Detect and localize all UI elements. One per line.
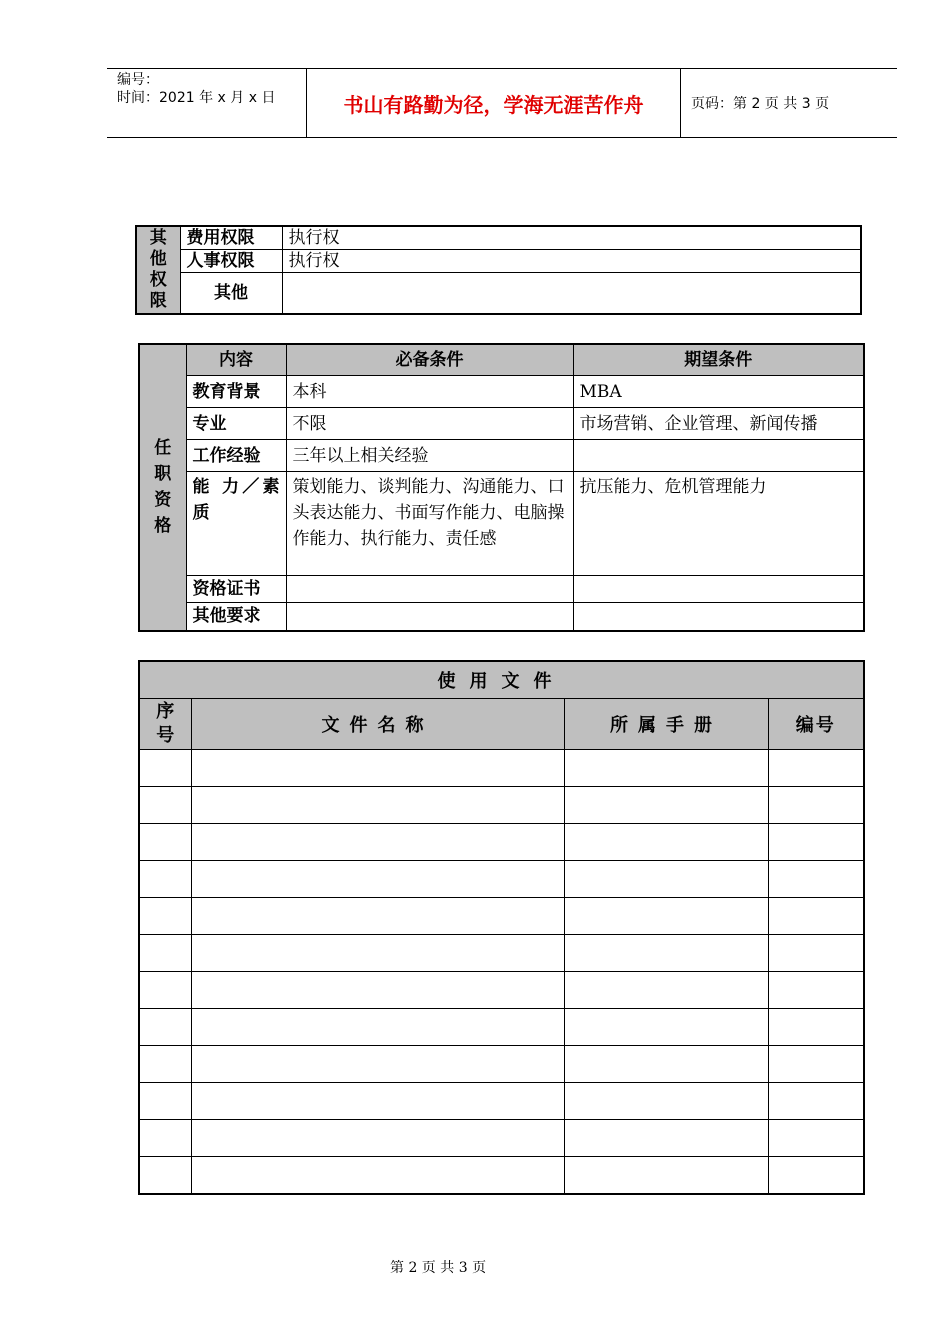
- documents-cell: [768, 935, 864, 972]
- qualification-side-text: 任职资格: [154, 438, 172, 537]
- serial-label: 编号：: [117, 72, 159, 88]
- qualification-required: [286, 576, 573, 603]
- qualification-required: 策划能力、谈判能力、沟通能力、口头表达能力、书面写作能力、电脑操作能力、执行能力、责任感: [286, 472, 573, 576]
- documents-cell: [768, 1157, 864, 1195]
- documents-cell: [139, 1120, 191, 1157]
- documents-row: [139, 898, 864, 935]
- qualification-desired: 市场营销、企业管理、新闻传播: [573, 408, 864, 440]
- qualification-header: 内容: [186, 344, 286, 376]
- qualification-label: 工作经验: [186, 440, 286, 472]
- documents-header: 文件名称: [191, 699, 564, 750]
- qualification-header: 期望条件: [573, 344, 864, 376]
- documents-cell: [191, 972, 564, 1009]
- documents-cell: [191, 824, 564, 861]
- documents-row: [139, 750, 864, 787]
- authority-side-text: 其他权限: [149, 228, 167, 311]
- documents-cell: [768, 1046, 864, 1083]
- documents-cell: [564, 935, 768, 972]
- documents-cell: [564, 1157, 768, 1195]
- documents-cell: [191, 1120, 564, 1157]
- documents-cell: [139, 1083, 191, 1120]
- qualification-label: 教育背景: [186, 376, 286, 408]
- documents-cell: [768, 861, 864, 898]
- documents-cell: [139, 1009, 191, 1046]
- documents-cell: [768, 972, 864, 1009]
- qualification-desired: [573, 576, 864, 603]
- documents-cell: [564, 787, 768, 824]
- authority-label: 其他: [180, 273, 282, 315]
- documents-header-text: 序号: [156, 701, 175, 746]
- qualification-header: 必备条件: [286, 344, 573, 376]
- documents-cell: [139, 861, 191, 898]
- documents-row: [139, 935, 864, 972]
- header-meta: [107, 69, 307, 137]
- documents-header: [139, 699, 191, 750]
- qualification-label: 其他要求: [186, 603, 286, 631]
- qualification-table: [138, 343, 865, 632]
- page-header: [107, 68, 897, 138]
- authority-table: [135, 225, 862, 315]
- qualification-desired: 抗压能力、危机管理能力: [573, 472, 864, 576]
- documents-row: [139, 1046, 864, 1083]
- header-motto: 书山有路勤为径，学海无涯苦作舟: [307, 69, 681, 137]
- documents-cell: [564, 750, 768, 787]
- documents-cell: [768, 1120, 864, 1157]
- documents-cell: [768, 898, 864, 935]
- documents-cell: [564, 1009, 768, 1046]
- authority-label: 费用权限: [180, 226, 282, 250]
- documents-cell: [768, 824, 864, 861]
- authority-side-label: [136, 226, 180, 314]
- documents-cell: [139, 972, 191, 1009]
- page-footer: 第 2 页 共 3 页: [390, 1260, 487, 1276]
- qualification-required: 本科: [286, 376, 573, 408]
- authority-label: 人事权限: [180, 250, 282, 273]
- qualification-label: 资格证书: [186, 576, 286, 603]
- documents-cell: [191, 861, 564, 898]
- documents-row: [139, 1157, 864, 1195]
- documents-cell: [191, 898, 564, 935]
- documents-cell: [139, 898, 191, 935]
- documents-cell: [768, 750, 864, 787]
- documents-cell: [564, 861, 768, 898]
- documents-cell: [191, 750, 564, 787]
- documents-header: 所属手册: [564, 699, 768, 750]
- documents-cell: [564, 824, 768, 861]
- documents-cell: [564, 1120, 768, 1157]
- header-page-info: 页码：第 2 页 共 3 页: [691, 96, 830, 112]
- documents-title: 使用文件: [139, 661, 864, 699]
- time-label: 时间：2021 年 x 月 x 日: [117, 90, 276, 106]
- documents-row: [139, 1009, 864, 1046]
- qualification-desired: [573, 603, 864, 631]
- documents-cell: [139, 824, 191, 861]
- documents-cell: [139, 787, 191, 824]
- qualification-required: [286, 603, 573, 631]
- documents-cell: [564, 898, 768, 935]
- qualification-side-label: [139, 344, 186, 631]
- documents-cell: [564, 1046, 768, 1083]
- documents-cell: [191, 1083, 564, 1120]
- documents-header: 编号: [768, 699, 864, 750]
- documents-row: [139, 787, 864, 824]
- documents-cell: [139, 750, 191, 787]
- authority-value: [282, 273, 861, 315]
- documents-row: [139, 1083, 864, 1120]
- qualification-desired: MBA: [573, 376, 864, 408]
- documents-cell: [768, 1009, 864, 1046]
- authority-value: 执行权: [282, 226, 861, 250]
- documents-row: [139, 972, 864, 1009]
- authority-value: 执行权: [282, 250, 861, 273]
- qualification-required: 三年以上相关经验: [286, 440, 573, 472]
- documents-cell: [191, 1009, 564, 1046]
- documents-table: [138, 660, 865, 1195]
- documents-cell: [768, 1083, 864, 1120]
- documents-row: [139, 1120, 864, 1157]
- documents-cell: [564, 972, 768, 1009]
- qualification-label: 能 力／素质: [186, 472, 286, 576]
- qualification-desired: [573, 440, 864, 472]
- documents-cell: [191, 935, 564, 972]
- documents-cell: [191, 1046, 564, 1083]
- documents-cell: [139, 935, 191, 972]
- documents-cell: [139, 1157, 191, 1195]
- qualification-required: 不限: [286, 408, 573, 440]
- documents-cell: [191, 787, 564, 824]
- documents-cell: [139, 1046, 191, 1083]
- qualification-label: 专业: [186, 408, 286, 440]
- documents-row: [139, 861, 864, 898]
- documents-cell: [191, 1157, 564, 1195]
- documents-row: [139, 824, 864, 861]
- documents-cell: [768, 787, 864, 824]
- documents-cell: [564, 1083, 768, 1120]
